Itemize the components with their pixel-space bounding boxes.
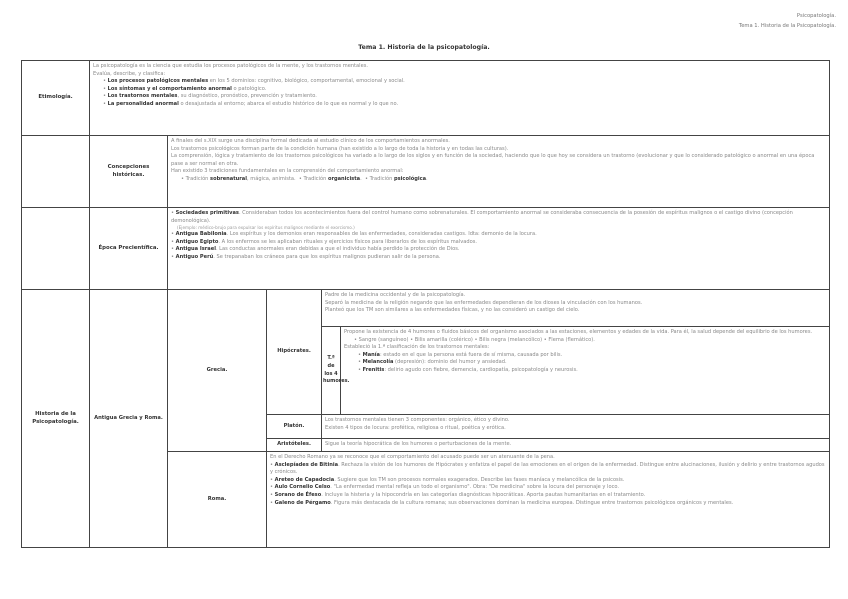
list-item: • Antiguo Perú. Se trepanaban los cráneos para que los espíritus malignos pudieran salir de la persona. [171, 253, 441, 260]
list-item: • Antigua Babilonia. Los espíritus y los demonios eran responsables de las enfermedades, consideradas castigos. Idta: demonio de la locura. [171, 231, 537, 238]
list-item: • Galeno de Pérgamo. Figura más destacada de la cultura romana; sus observaciones dominan la medicina europea. Distingue entre trastornos psicológicos orgánicos y mentales. [270, 499, 734, 506]
etimologia-intro-2: Evalúa, describe, y clasifica: [93, 70, 166, 77]
list-item: • Frenitis: delirio agudo con fiebre, demencia, cardiopatía, psicopatología y neurosis. [358, 366, 578, 373]
list-item: • Asclepíades de Bitinia. Rechaza la visión de los humores de Hipócrates y enfatiza el papel de las emociones en el origen de la enfermedad. Distingue entre alucinaciones, ilusión y delirio y entre trastornos agudos y crónicos. [270, 461, 825, 476]
notes-table [21, 60, 830, 548]
clasificacion-line: Estableció la 1.ª clasificación de los trastornos mentales: [344, 344, 490, 351]
concepciones-content [168, 136, 830, 208]
epoca-example: (Ejemplo: médico-brujo para expulsar los espíritus malignos mediante el exorcismo.) [177, 225, 355, 231]
platon-content [322, 415, 830, 439]
roma-intro: En el Derecho Romano ya se reconoce que el comportamiento del acusado puede ser un atenuante de la pena. [270, 454, 555, 460]
list-item: • Manía: estado en el que la persona está fuera de sí misma, causada por bilis. [358, 351, 563, 358]
aristoteles-line: Sigue la teoría hipocrática de los humores o perturbaciones de la mente. [325, 441, 512, 447]
list-item: • Sociedades primitivas. Consideraban todos los acontecimientos fuera del control humano como sobrenaturales. El comportamiento anormal se consideraba consecuencia de la posesión de espíritus malignos o el castigo divino (concepción demonológica). [171, 210, 793, 224]
list-item: • Antigua Israel. Las conductas anormales eran debidas a que el individuo había perdido la protección de Dios. [171, 246, 460, 253]
platon-line: Existen 4 tipos de locura: profética, religiosa o ritual, poética y erótica. [325, 424, 506, 431]
list-item: • Areteo de Capadocia. Sugiere que los TM son procesos normales exagerados. Describe las fases maníaca y melancólica de la psicosis. [270, 476, 625, 483]
hipocrates-line: Planteó que los TM son similares a las enfermedades físicas, y no las consideró un castigo del cielo. [325, 307, 580, 314]
humores-content [341, 327, 830, 415]
traditions-list: • Tradición sobrenatural, mágica, animista. • Tradición organicista. • Tradición psicológica. [181, 175, 428, 182]
hipocrates-intro [322, 290, 830, 327]
header-subject: Psicopatología. [796, 13, 836, 19]
roma-label: Roma. [168, 452, 267, 548]
roma-content [267, 452, 830, 548]
list-item: • Los procesos patológicos mentales en los 5 dominios: cognitivo, biológico, comportamental, emocional y social. [103, 78, 405, 85]
list-item: • Sorano de Éfeso. Incluye la histeria y la hipocondría en las categorías diagnósticas hipocráticas. Aporta pautas humanitarias en el tratamiento. [270, 491, 646, 498]
epoca-label: Época Precientífica. [90, 208, 168, 290]
platon-line: Los trastornos mentales tienen 3 componentes: orgánico, ético y divino. [325, 417, 510, 423]
humores-list: • Sangre (sanguíneo) • Bilis amarilla (colérico) • Bilis negra (melancólico) • Flema (flemático). [354, 336, 595, 343]
concepciones-line: A finales del s.XIX surge una disciplina formal dedicada al estudio clínico de los comportamientos anormales. [171, 138, 450, 144]
etimologia-label: Etimología. [22, 61, 90, 136]
hipocrates-line: Padre de la medicina occidental y de la psicopatología. [325, 292, 466, 298]
list-item: • Antiguo Egipto. A los enfermos se les aplicaban rituales y ejercicios físicos para liberarlos de los espíritus malvados. [171, 238, 477, 245]
teoria-humores-label: T.ª de los 4 humores. [322, 327, 341, 415]
concepciones-line: La comprensión, lógica y tratamiento de los trastornos psicológicos ha variado a lo largo de los siglos y en función de la sociedad, haciendo que lo que hoy se considera un trastorno (evolucionar y que lo considerado patológico o anormal en una época pase a ser normal en otra. [171, 153, 815, 167]
platon-label: Platón. [267, 415, 322, 439]
hipocrates-label: Hipócrates. [267, 290, 322, 415]
list-item: • Los trastornos mentales, su diagnóstico, pronóstico, prevención y tratamiento. [103, 93, 317, 100]
list-item: • Aulo Cornelio Celso. "La enfermedad mental refleja un todo el organismo". Obra: "De medicina" sobre la locura del personaje y loco. [270, 484, 620, 491]
list-item: • Los síntomas y el comportamiento anormal o patológico. [103, 85, 267, 92]
list-item: • La personalidad anormal o desajustada al entorno; abarca el estudio histórico de lo que es normal y lo que no. [103, 100, 399, 107]
hipocrates-line: Separó la medicina de la religión negando que las enfermedades dependieran de los dioses la vinculación con los humanos. [325, 299, 643, 306]
document-title: Tema 1. Historia de la psicopatología. [358, 44, 490, 51]
etimologia-intro: La psicopatología es la ciencia que estudia los procesos patológicos de la mente, y los trastornos mentales. [93, 63, 368, 69]
humores-line: Propone la existencia de 4 humores o fluidos básicos del organismo asociados a las estaciones, elementos y edades de la vida. Para él, la salud depende del equilibrio de los humores. [344, 329, 813, 335]
aristoteles-content [322, 439, 830, 452]
concepciones-line: Los trastornos psicológicos forman parte de la condición humana (han existido a lo largo de toda la historia y en todas las culturas). [171, 145, 509, 152]
grecia-label: Grecia. [168, 290, 267, 452]
epoca-content [168, 208, 830, 290]
list-item: • Melancolía (depresión): dominio del humor y ansiedad. [358, 359, 507, 366]
etimologia-content [90, 61, 830, 136]
concepciones-label: Concepciones históricas. [90, 136, 168, 208]
historia-label: Historia de la Psicopatología. [22, 290, 90, 548]
concepciones-line: Han existido 3 tradiciones fundamentales en la comprensión del comportamiento anormal: [171, 168, 404, 175]
header-topic: Tema 1. Historia de la Psicopatología. [738, 23, 836, 29]
aristoteles-label: Aristóteles. [267, 439, 322, 452]
antigua-label: Antigua Grecia y Roma. [90, 290, 168, 548]
